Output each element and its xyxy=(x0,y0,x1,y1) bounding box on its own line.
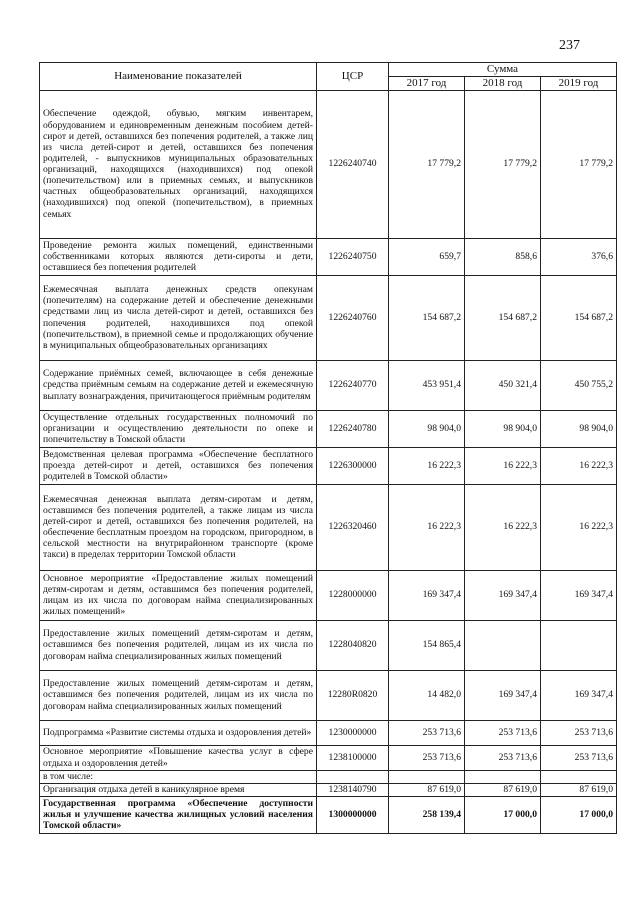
row-value-2017: 453 951,4 xyxy=(389,360,465,410)
row-value-2019 xyxy=(541,770,617,783)
row-value-2017: 17 779,2 xyxy=(389,90,465,238)
table-row xyxy=(40,447,617,484)
row-code xyxy=(317,770,389,783)
row-value-2019: 17 000,0 xyxy=(541,796,617,833)
row-value-2017: 253 713,6 xyxy=(389,720,465,745)
row-value-2017: 154 865,4 xyxy=(389,620,465,670)
table-row xyxy=(40,238,617,275)
row-name: Содержание приёмных семей, включающее в себя денежные средства приёмным семьям на содержание детей и ежемесячную выплату вознаграждения, причитающегося приёмным родителям xyxy=(40,360,317,410)
row-code: 1238140790 xyxy=(317,783,389,796)
row-name: Предоставление жилых помещений детям-сиротам и детям, оставшимся без попечения родителей, лицам из их числа по договорам найма специализированных жилых помещений xyxy=(40,670,317,720)
row-name: Обеспечение одеждой, обувью, мягким инвентарем, оборудованием и единовременным денежным пособием детей-сирот и детей, оставшихся без попечения родителей, а также лиц из числа детей-сирот и детей, оставшихся без попечения родителей, - выпускников муниципальных образовательных организаций, находящихся (находившихся) под опекой (попечительством) или в приемных семьях, и выпускников частных общеобразовательных организаций, находящихся (находившихся) под опекой (попечительством), в приемных семьях xyxy=(40,90,317,238)
table-row xyxy=(40,360,617,410)
row-code: 1226240780 xyxy=(317,410,389,447)
budget-table xyxy=(39,62,617,834)
row-value-2017: 253 713,6 xyxy=(389,745,465,770)
row-value-2019 xyxy=(541,620,617,670)
table-row xyxy=(40,720,617,745)
row-name: Государственная программа «Обеспечение доступности жилья и улучшение качества жилищных условий населения Томской области» xyxy=(40,796,317,833)
row-value-2019: 169 347,4 xyxy=(541,670,617,720)
row-name: Основное мероприятие «Предоставление жилых помещений детям-сиротам и детям, оставшимся без попечения родителей, лицам из их числа по договорам найма специализированных жилых помещений» xyxy=(40,570,317,620)
table-row xyxy=(40,570,617,620)
row-value-2017: 14 482,0 xyxy=(389,670,465,720)
row-code: 1300000000 xyxy=(317,796,389,833)
row-code: 1226240750 xyxy=(317,238,389,275)
row-name: Проведение ремонта жилых помещений, единственными собственниками которых являются дети-сироты и дети, оставшиеся без попечения родителей xyxy=(40,238,317,275)
row-value-2019: 450 755,2 xyxy=(541,360,617,410)
row-value-2018: 169 347,4 xyxy=(465,570,541,620)
row-name: Осуществление отдельных государственных полномочий по организации и осуществлению деятельности по опеке и попечительству в Томской области xyxy=(40,410,317,447)
row-value-2018: 16 222,3 xyxy=(465,484,541,570)
table-row xyxy=(40,783,617,796)
row-name: в том числе: xyxy=(40,770,317,783)
row-name: Ежемесячная денежная выплата детям-сиротам и детям, оставшимся без попечения родителей, а также лицам из числа детей-сирот и детей, оставшихся без попечения родителей, на обеспечение бесплатным проездом на городском, пригородном, в сельской местности на внутрирайонном транспорте (кроме такси) в пределах территории Томской области xyxy=(40,484,317,570)
header-sum: Сумма xyxy=(389,63,617,77)
table-row xyxy=(40,770,617,783)
row-value-2017: 98 904,0 xyxy=(389,410,465,447)
row-code: 1226320460 xyxy=(317,484,389,570)
row-value-2018: 154 687,2 xyxy=(465,275,541,360)
table-row xyxy=(40,410,617,447)
table-row xyxy=(40,90,617,238)
table-row xyxy=(40,745,617,770)
row-code: 1228000000 xyxy=(317,570,389,620)
row-value-2019: 253 713,6 xyxy=(541,720,617,745)
header-code: ЦСР xyxy=(317,63,389,91)
row-code: 1226240760 xyxy=(317,275,389,360)
row-name: Ежемесячная выплата денежных средств опекунам (попечителям) на содержание детей и обеспечение денежными средствами лиц из числа детей-сирот и детей, оставшихся без попечения родителей, находившихся под опекой (попечительством), в приемной семье и продолжающих обучение в муниципальных общеобразовательных организациях xyxy=(40,275,317,360)
row-value-2019: 87 619,0 xyxy=(541,783,617,796)
header-year-2018: 2018 год xyxy=(465,76,541,90)
row-value-2018: 16 222,3 xyxy=(465,447,541,484)
row-name: Подпрограмма «Развитие системы отдыха и оздоровления детей» xyxy=(40,720,317,745)
row-code: 1226300000 xyxy=(317,447,389,484)
row-value-2017: 16 222,3 xyxy=(389,447,465,484)
table-row xyxy=(40,484,617,570)
table-row xyxy=(40,275,617,360)
row-value-2017 xyxy=(389,770,465,783)
header-year-2017: 2017 год xyxy=(389,76,465,90)
row-value-2018: 169 347,4 xyxy=(465,670,541,720)
row-value-2017: 16 222,3 xyxy=(389,484,465,570)
row-value-2019: 16 222,3 xyxy=(541,447,617,484)
row-value-2019: 98 904,0 xyxy=(541,410,617,447)
row-value-2019: 17 779,2 xyxy=(541,90,617,238)
row-value-2017: 169 347,4 xyxy=(389,570,465,620)
table-row xyxy=(40,796,617,833)
row-value-2018: 253 713,6 xyxy=(465,720,541,745)
row-code: 1228040820 xyxy=(317,620,389,670)
row-value-2017: 659,7 xyxy=(389,238,465,275)
row-value-2019: 253 713,6 xyxy=(541,745,617,770)
row-value-2018: 17 000,0 xyxy=(465,796,541,833)
row-value-2019: 154 687,2 xyxy=(541,275,617,360)
row-code: 1226240740 xyxy=(317,90,389,238)
header-name: Наименование показателей xyxy=(40,63,317,91)
row-value-2019: 169 347,4 xyxy=(541,570,617,620)
row-value-2018: 98 904,0 xyxy=(465,410,541,447)
table-row xyxy=(40,620,617,670)
row-name: Ведомственная целевая программа «Обеспечение бесплатного проезда детей-сирот и детей, оставшихся без попечения родителей в Томской области» xyxy=(40,447,317,484)
row-value-2018: 87 619,0 xyxy=(465,783,541,796)
row-value-2017: 87 619,0 xyxy=(389,783,465,796)
row-value-2018 xyxy=(465,770,541,783)
table-row xyxy=(40,670,617,720)
row-code: 1230000000 xyxy=(317,720,389,745)
row-code: 12280R0820 xyxy=(317,670,389,720)
row-name: Предоставление жилых помещений детям-сиротам и детям, оставшимся без попечения родителей, лицам из их числа по договорам найма специализированных жилых помещений xyxy=(40,620,317,670)
row-value-2018: 450 321,4 xyxy=(465,360,541,410)
row-value-2019: 16 222,3 xyxy=(541,484,617,570)
row-code: 1238100000 xyxy=(317,745,389,770)
row-name: Организация отдыха детей в каникулярное время xyxy=(40,783,317,796)
row-value-2018: 253 713,6 xyxy=(465,745,541,770)
row-name: Основное мероприятие «Повышение качества услуг в сфере отдыха и оздоровления детей» xyxy=(40,745,317,770)
header-year-2019: 2019 год xyxy=(541,76,617,90)
row-value-2019: 376,6 xyxy=(541,238,617,275)
row-value-2018 xyxy=(465,620,541,670)
row-value-2017: 258 139,4 xyxy=(389,796,465,833)
row-value-2017: 154 687,2 xyxy=(389,275,465,360)
row-value-2018: 858,6 xyxy=(465,238,541,275)
row-code: 1226240770 xyxy=(317,360,389,410)
page-number: 237 xyxy=(559,38,580,53)
row-value-2018: 17 779,2 xyxy=(465,90,541,238)
